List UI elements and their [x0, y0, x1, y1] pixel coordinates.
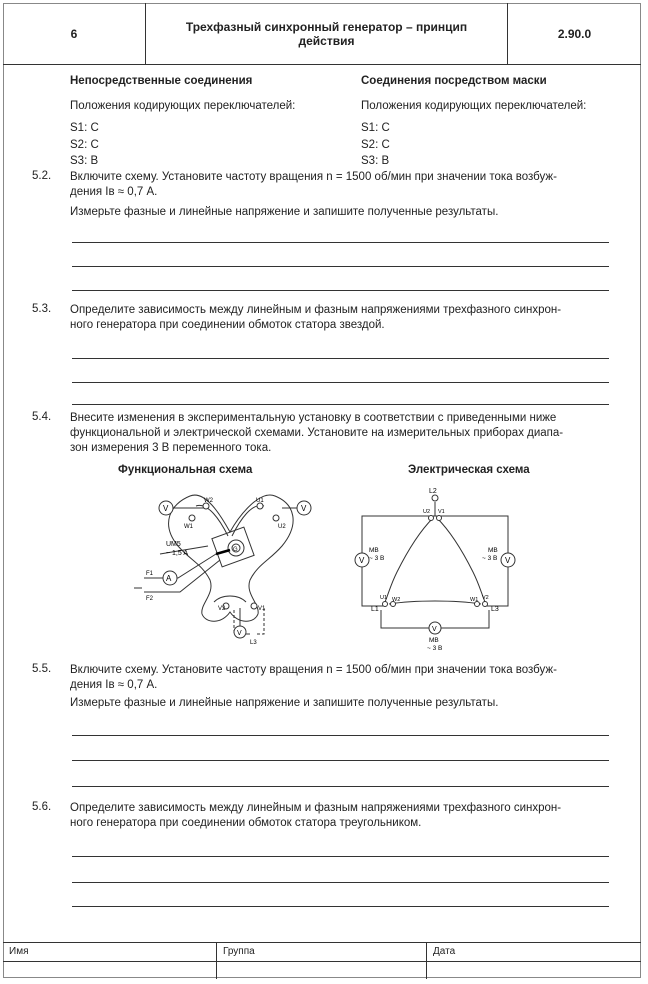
meter-left-label: MB: [369, 547, 379, 554]
terminal-l3: L3: [250, 640, 257, 646]
meter-bottom-label: MB: [429, 637, 439, 644]
mask-switch-subtitle: Положения кодирующих переключателей:: [361, 100, 587, 112]
footer-group-label: Группа: [217, 943, 427, 961]
step-5-3-line2: ного генератора при соединении обмоток статора звездой.: [70, 319, 385, 331]
terminal-w1: W1: [184, 524, 193, 530]
header-table: [3, 3, 641, 65]
terminal-u1: U1: [256, 498, 264, 504]
direct-switch-s3: S3: B: [70, 155, 99, 167]
step-5-5-line1: Включите схему. Установите частоту вращения n = 1500 об/мин при значении тока возбуж-: [70, 664, 557, 676]
direct-connections-title: Непосредственные соединения: [70, 75, 253, 87]
answer-line: [72, 382, 609, 383]
answer-line: [72, 735, 609, 736]
footer-name-field: [3, 962, 217, 979]
generator-label: G: [233, 547, 238, 553]
um5-range: ~ 1,5 A: [166, 550, 188, 557]
page-title: Трехфазный синхронный генератор – принцип действия: [146, 3, 508, 64]
direct-switch-s2: S2: C: [70, 139, 99, 151]
direct-switch-s1: S1: C: [70, 122, 99, 134]
answer-line: [72, 856, 609, 857]
step-5-2-line1: Включите схему. Установите частоту вращения n = 1500 об/мин при значении тока возбуж-: [70, 171, 557, 183]
step-5-4-text: [70, 411, 615, 456]
terminal-w2: W2: [392, 597, 401, 603]
meter-right-label: MB: [488, 547, 498, 554]
answer-line: [72, 786, 609, 787]
functional-diagram: [130, 484, 335, 652]
meter-right-range: ~ 3 B: [482, 555, 498, 562]
terminal-v2: V2: [482, 595, 489, 601]
terminal-l2: L2: [429, 488, 437, 495]
answer-line: [72, 242, 609, 243]
step-5-3-text: [70, 303, 615, 333]
step-5-2-number: 5.2.: [32, 170, 52, 182]
step-5-6-text: [70, 801, 615, 831]
terminal-v1: V1: [258, 606, 266, 612]
voltmeter-label: V: [163, 504, 169, 513]
step-5-6-line2: ного генератора при соединении обмоток статора треугольником.: [70, 817, 422, 829]
answer-line: [72, 290, 609, 291]
step-5-4-number: 5.4.: [32, 411, 52, 423]
answer-line: [72, 266, 609, 267]
voltmeter-label: V: [359, 556, 365, 565]
terminal-u2: U2: [423, 509, 431, 515]
terminal-f2: F2: [146, 596, 154, 602]
mask-switch-s2: S2: C: [361, 139, 390, 151]
meter-bottom-range: ~ 3 B: [427, 645, 443, 652]
step-5-3-number: 5.3.: [32, 303, 52, 315]
answer-line: [72, 906, 609, 907]
step-5-2-line3: Измерьте фазные и линейные напряжение и запишите полученные результаты.: [70, 206, 499, 218]
mask-switch-s3: S3: B: [361, 155, 390, 167]
terminal-w2: W2: [204, 498, 213, 504]
step-5-5-text: [70, 663, 615, 711]
step-5-4-line2: функциональной и электрической схемами. Установите на измерительных приборах диапа-: [70, 427, 564, 439]
step-5-2-text: [70, 170, 615, 220]
step-5-6-number: 5.6.: [32, 801, 52, 813]
footer-group-field: [217, 962, 427, 979]
um5-label: UM5: [166, 541, 181, 548]
section-number: 6: [3, 3, 146, 64]
ammeter-label: A: [166, 574, 172, 583]
answer-line: [72, 404, 609, 405]
voltmeter-label: V: [432, 626, 437, 633]
answer-line: [72, 882, 609, 883]
terminal-u1: U1: [380, 595, 388, 601]
terminal-u2: U2: [278, 524, 286, 530]
footer-name-label: Имя: [3, 943, 217, 961]
step-5-5-line3: Измерьте фазные и линейные напряжение и запишите полученные результаты.: [70, 697, 499, 709]
mask-switch-s1: S1: C: [361, 122, 390, 134]
step-5-2-line2: дения Iв ≈ 0,7 А.: [70, 186, 158, 198]
step-5-4-line3: зон измерения 3 В переменного тока.: [70, 442, 272, 454]
terminal-v2: V2: [218, 606, 226, 612]
footer-date-field: [427, 962, 641, 979]
terminal-l3: L3: [491, 606, 499, 613]
terminal-v1: V1: [438, 509, 445, 515]
functional-diagram-title: Функциональная схема: [118, 464, 253, 476]
footer-table: [3, 942, 641, 979]
mask-connections-title: Соединения посредством маски: [361, 75, 547, 87]
step-5-5-line2: дения Iв ≈ 0,7 А.: [70, 679, 158, 691]
electrical-diagram: [345, 484, 525, 656]
answer-line: [72, 760, 609, 761]
terminal-f1: F1: [146, 571, 154, 577]
answer-line: [72, 358, 609, 359]
voltmeter-label: V: [301, 504, 307, 513]
step-5-3-line1: Определите зависимость между линейным и фазным напряжениями трехфазного синхрон-: [70, 304, 562, 316]
direct-switch-subtitle: Положения кодирующих переключателей:: [70, 100, 296, 112]
step-5-5-number: 5.5.: [32, 663, 52, 675]
document-code: 2.90.0: [557, 26, 592, 41]
footer-date-label: Дата: [433, 946, 456, 957]
voltmeter-label: V: [505, 556, 511, 565]
electrical-diagram-title: Электрическая схема: [408, 464, 530, 476]
terminal-w1: W1: [470, 597, 479, 603]
voltmeter-label: V: [237, 630, 242, 637]
step-5-6-line1: Определите зависимость между линейным и фазным напряжениями трехфазного синхрон-: [70, 802, 562, 814]
terminal-l1: L1: [371, 606, 379, 613]
step-5-4-line1: Внесите изменения в экспериментальную установку в соответствии с приведенными ниже: [70, 412, 557, 424]
meter-left-range: ~ 3 B: [369, 555, 385, 562]
